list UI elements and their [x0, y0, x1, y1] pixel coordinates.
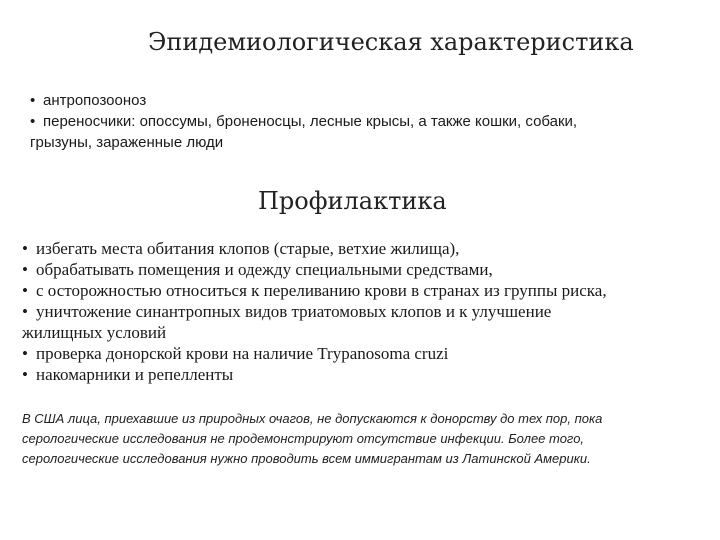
slide-title-prevention: Профилактика — [258, 187, 447, 215]
bullet-icon: • — [22, 281, 28, 300]
list-item — [22, 259, 702, 280]
list-item-text: жилищных условий — [22, 323, 167, 342]
bullet-icon: • — [30, 92, 36, 109]
bullet-icon: • — [30, 113, 36, 130]
list-item — [22, 238, 702, 259]
list-item-text: проверка донорской крови на наличие Trypanosoma cruzi — [36, 344, 449, 363]
bullet-icon: • — [22, 302, 28, 321]
bullet-icon: • — [22, 365, 28, 384]
characteristics-list — [30, 90, 700, 153]
list-item-text: накомарники и репелленты — [36, 365, 234, 384]
bullet-icon: • — [22, 260, 28, 279]
list-item — [22, 301, 702, 322]
list-item-text: антропозооноз — [43, 92, 147, 109]
list-item — [30, 111, 700, 132]
bullet-icon: • — [22, 239, 28, 258]
list-item-text: обрабатывать помещения и одежду специальными средствами, — [36, 260, 493, 279]
list-item — [22, 343, 702, 364]
bullet-icon: • — [22, 344, 28, 363]
list-item-continuation — [22, 322, 702, 343]
footnote — [22, 409, 702, 469]
footnote-line: серологические исследования нужно проводить всем иммигрантам из Латинской Америки. — [22, 451, 591, 466]
list-item-text: грызуны, зараженные люди — [30, 134, 224, 151]
list-item — [22, 364, 702, 385]
list-item-text: уничтожение синантропных видов триатомовых клопов и к улучшение — [36, 302, 552, 321]
list-item-text: избегать места обитания клопов (старые, ветхие жилища), — [36, 239, 460, 258]
list-item — [22, 280, 702, 301]
list-item-text: переносчики: опоссумы, броненосцы, лесные крысы, а также кошки, собаки, — [43, 113, 578, 130]
list-item — [30, 90, 700, 111]
list-item-text: с осторожностью относиться к переливанию крови в странах из группы риска, — [36, 281, 607, 300]
footnote-line: серологические исследования не продемонстрируют отсутствие инфекции. Более того, — [22, 431, 585, 446]
slide-title-epidemiology: Эпидемиологическая характеристика — [148, 28, 634, 56]
prevention-list — [22, 238, 702, 385]
list-item-continuation — [30, 132, 700, 153]
footnote-line: В США лица, приехавшие из природных очагов, не допускаются к донорству до тех пор, пока — [22, 411, 603, 426]
